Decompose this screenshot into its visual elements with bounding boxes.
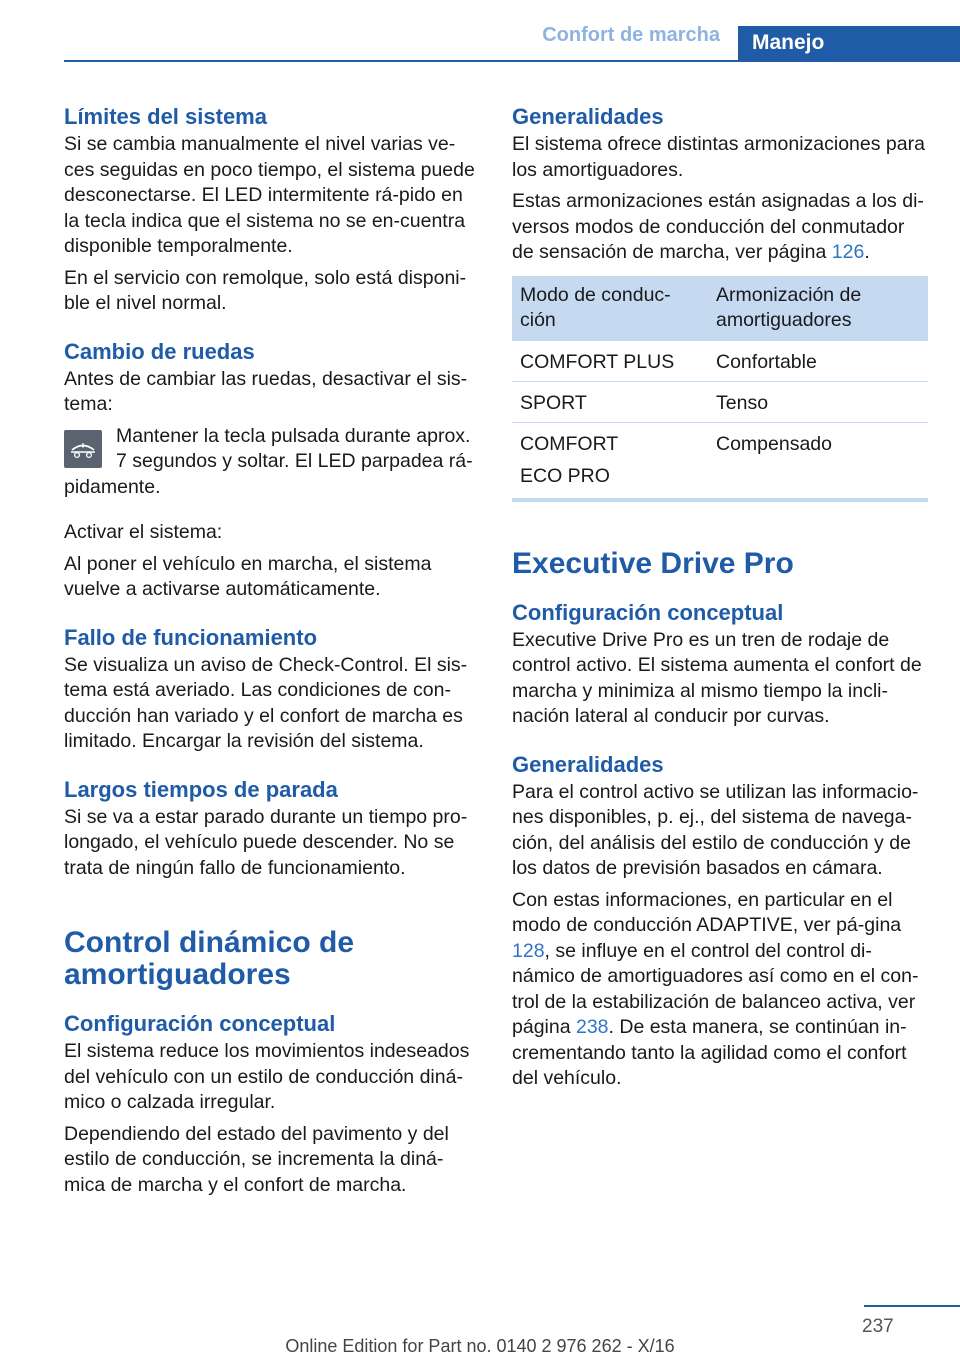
wheels-heading: Cambio de ruedas xyxy=(64,338,255,364)
right-column xyxy=(512,102,930,1098)
table-cell: Tenso xyxy=(708,381,928,422)
general-paragraph-2: Estas armonizaciones están asignadas a los di-versos modos de conducción del conmutador de sensación de marcha, ver página 126. xyxy=(512,190,924,263)
fault-paragraph: Se visualiza un aviso de Check-Control. El sis-tema está averiado. Las condiciones de con-ducción han variado y el confort de marcha es limitado. Encargar la revisión del sistema. xyxy=(64,653,468,752)
header-chapter-tab[interactable]: Manejo xyxy=(738,26,960,62)
left-column xyxy=(64,102,480,1204)
page-number: 237 xyxy=(862,1316,894,1337)
edp-general-heading: Generalidades xyxy=(512,751,664,777)
parking-heading: Largos tiempos de parada xyxy=(64,776,338,802)
page-header xyxy=(0,0,960,62)
executive-drive-heading: Executive Drive Pro xyxy=(512,546,794,580)
table-cell: Confortable xyxy=(708,341,928,382)
suspension-button-icon xyxy=(64,430,102,468)
fault-heading: Fallo de funcionamiento xyxy=(64,624,318,650)
wheels-paragraph-3: Al poner el vehículo en marcha, el sistema vuelve a activarse automáticamente. xyxy=(64,552,432,600)
page-link-126[interactable]: 126 xyxy=(831,241,865,263)
limits-heading: Límites del sistema xyxy=(64,104,267,129)
edp-concept-paragraph: Executive Drive Pro es un tren de rodaje de control activo. El sistema aumenta el confort de marcha y minimiza al mismo tiempo la incli-nación lateral al conducir por curvas. xyxy=(512,628,922,727)
edition-footer: Online Edition for Part no. 0140 2 976 262 - X/16 xyxy=(285,1336,675,1356)
table-header-cell: Armonización de amortiguadores xyxy=(708,276,928,341)
footer-rule xyxy=(864,1305,960,1307)
table-row xyxy=(512,341,928,382)
edp-general-paragraph-2: Con estas informaciones, en particular en el modo de conducción ADAPTIVE, ver pá-gina 128, se influye en el control del control di-námico de amortiguadores así como en el con-trol de la estabilización de balanceo activa, ver página 238. De esta manera, se continúan in-crementando tanto la agilidad como el confort del vehículo. xyxy=(512,888,919,1089)
page-link-128[interactable]: 128 xyxy=(512,939,545,962)
concept-heading: Configuración conceptual xyxy=(64,1011,336,1036)
concept-paragraph-1: El sistema reduce los movimientos indeseados del vehículo con un estilo de conducción diná-mico o calzada irregular. xyxy=(64,1040,470,1113)
table-cell: Compensado xyxy=(708,422,928,500)
general-paragraph-1: El sistema ofrece distintas armonizaciones para los amortiguadores. xyxy=(512,133,925,181)
wheels-icon-text: Mantener la tecla pulsada durante aprox. 7 segundos y soltar. El LED parpadea rá- xyxy=(116,424,473,472)
general-heading: Generalidades xyxy=(512,104,664,129)
page-link-238[interactable]: 238 xyxy=(575,1016,609,1038)
wheels-icon-text-wrap: pidamente. xyxy=(64,475,161,498)
parking-paragraph: Si se va a estar parado durante un tiempo pro-longado, el vehículo puede descender. No se trata de ningún fallo de funcionamiento. xyxy=(64,805,468,879)
table-row xyxy=(512,422,928,500)
edp-concept-heading: Configuración conceptual xyxy=(512,599,784,625)
limits-paragraph-2: En el servicio con remolque, solo está disponi-ble el nivel normal. xyxy=(64,266,467,314)
table-row xyxy=(512,381,928,422)
header-section-title[interactable]: Confort de marcha xyxy=(542,24,720,46)
wheels-paragraph-1: Antes de cambiar las ruedas, desactivar el sis-tema: xyxy=(64,367,468,415)
header-rule xyxy=(64,60,960,62)
table-cell: SPORT xyxy=(512,381,708,422)
limits-paragraph-1: Si se cambia manualmente el nivel varias ve-ces seguidas en poco tiempo, el sistema puede desconectarse. El LED intermitente rá-pido en la tecla indica que el sistema no se en-cuentra disponible temporalmente. xyxy=(64,133,475,257)
wheels-icon-note xyxy=(64,424,480,501)
wheels-paragraph-2: Activar el sistema: xyxy=(64,521,223,543)
table-cell: COMFORT PLUS xyxy=(512,341,708,382)
table-header-row xyxy=(512,276,928,341)
damper-modes-table xyxy=(512,276,928,502)
edp-general-paragraph-1: Para el control activo se utilizan las informacio-nes disponibles, p. ej., del sistema de navega-ción, del análisis del estilo de conducción y de los datos de previsión basados en cámara. xyxy=(512,780,919,879)
damper-control-heading: Control dinámico de amortiguadores xyxy=(64,926,355,991)
table-cell: COMFORT ECO PRO xyxy=(512,422,708,500)
table-header-cell: Modo de conduc-ción xyxy=(512,276,708,341)
concept-paragraph-2: Dependiendo del estado del pavimento y del estilo de conducción, se incrementa la diná-mica de marcha y el confort de marcha. xyxy=(64,1122,449,1196)
